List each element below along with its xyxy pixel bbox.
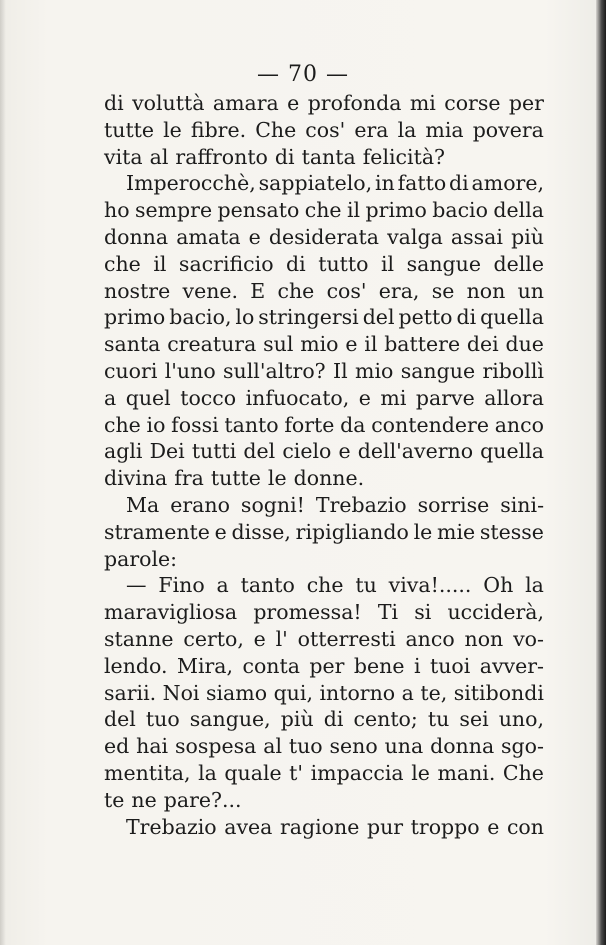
word: delle [493,251,544,276]
word: in [374,171,395,196]
word: promessa! [253,600,362,625]
word: e [253,626,266,651]
word: stesse [479,519,544,544]
text-line [104,385,544,412]
word: tanta [301,144,356,169]
text-line [104,412,544,439]
word: una [384,734,424,759]
word: le [411,760,430,785]
word: battere [384,332,461,357]
word: tuoi [429,653,471,678]
word: di [104,91,124,115]
word: e [248,224,261,249]
word: per [309,653,345,678]
word: sull'altro? [223,358,326,383]
word: bacio, [169,305,232,330]
word: parole: [104,546,178,571]
text-line [104,733,544,760]
word: il [380,251,395,276]
word: e [287,91,300,115]
word: più [511,224,544,249]
text-line [104,626,544,653]
word: mi [380,385,407,410]
word: al [149,144,169,169]
word: un [517,278,544,303]
word: mi [409,91,436,115]
word: certo, [183,626,244,651]
text-line [104,117,544,144]
word: assai [450,224,503,249]
word: cuori [104,358,158,383]
word: fossi [171,412,219,437]
text-line [104,599,544,626]
word: felicità? [362,144,446,169]
word: raffronto [175,144,268,169]
word: tuo [288,734,323,759]
word: di [456,305,477,330]
word: impaccia [310,760,404,785]
text-line [104,197,544,224]
word: primo [365,198,427,223]
page-binding-shadow [596,0,606,945]
word: uno, [498,707,544,732]
word: ne [131,787,157,812]
word: qui, [273,680,313,705]
word: contendere [371,412,489,437]
word: sei [459,707,489,732]
word: otterresti [297,626,396,651]
word: amara [212,91,279,115]
word: stringersi [258,305,359,330]
text-line [104,251,544,278]
word: lo [235,305,255,330]
word: profonda [307,91,402,115]
word: non [466,278,506,303]
word: voluttà [132,91,205,115]
word: Trebazio [126,814,217,839]
word: avver- [479,653,544,678]
word: le [267,466,287,491]
word: pare?... [163,787,242,812]
word: anco [405,626,455,651]
word: sorrise [417,492,490,517]
word: valga [387,224,443,249]
word: e [358,385,371,410]
word: sini- [500,492,544,517]
word: di [274,144,295,169]
word: il [153,251,167,276]
word: quale [224,760,282,785]
word: hai [136,734,169,759]
word: tanto [240,573,295,598]
word: viva!..... [388,573,472,598]
word: che [306,573,344,598]
word: santa [104,332,161,357]
word: vo- [513,626,544,651]
word: stramente [104,519,210,544]
word: donne. [293,466,365,491]
word: anco [494,412,544,437]
word: io [146,412,166,437]
word: tocco [180,385,237,410]
word: sarii. [104,680,157,705]
text-line [104,331,544,358]
word: ho [104,198,130,223]
word: era [354,117,389,142]
word: di [323,707,344,732]
text-line [104,546,544,573]
word: ed [104,734,130,759]
word: e [487,814,500,839]
word: vene. [182,278,239,303]
word: le [163,117,182,142]
word: non [464,626,504,651]
word: donna [430,734,495,759]
word: agli [104,439,143,464]
word: bacio [432,198,488,223]
word: mia [425,117,464,142]
word: che [277,278,315,303]
word: E [250,278,266,303]
text-line [104,278,544,305]
word: troppo [410,814,480,839]
word: sgo- [501,734,544,759]
word: mie [437,519,476,544]
text-line [104,814,544,841]
word: a [401,680,414,705]
word: a [104,385,117,410]
word: tutte [104,117,155,142]
word: primo [104,305,166,330]
word: sospesa [174,734,257,759]
word: della [493,198,544,223]
word: la [397,117,417,142]
word: ripigliando [295,519,409,544]
word: Trebazio [315,492,407,517]
text-line [104,358,544,385]
word: dell'averno [357,439,474,464]
word: la [525,573,544,598]
word: tutti [191,439,237,464]
word: cos' [326,278,367,303]
word: te, [420,680,448,705]
word: infuocato, [245,385,350,410]
word: le [413,519,433,544]
word: tutte [210,466,261,491]
word: del [243,439,276,464]
word: Oh [483,573,514,598]
word: vita [104,144,143,169]
word: del [104,707,136,732]
word: del [362,305,395,330]
word: e [345,332,358,357]
word: povera [472,117,544,142]
word: l'uno [164,358,216,383]
word: amore, [471,171,544,196]
word: Che [255,117,297,142]
word: desiderata [268,224,379,249]
word: il [347,198,361,223]
text-line [104,224,544,251]
word: sangue [400,358,476,383]
word: il [364,332,378,357]
text-line [104,492,544,519]
page-number: — 70 — [257,62,349,87]
word: che [304,198,342,223]
word: Ma [126,492,160,517]
word: sappiatelo, [258,171,373,196]
text-line [104,438,544,465]
word: nostre [104,278,171,303]
text-line [104,465,544,492]
text-line [104,787,544,814]
word: che [104,412,141,437]
text-line [104,144,544,171]
word: dei [466,332,499,357]
word: allora [484,385,544,410]
word: da [340,412,366,437]
word: avea [224,814,273,839]
word: la [198,760,217,785]
body-text [104,90,544,840]
word: sul [263,332,294,357]
word: pensato [217,198,300,223]
word: divina [104,466,168,491]
word: creatura [167,332,257,357]
word: cento; [353,707,418,732]
text-line [104,680,544,707]
word: ragione [279,814,360,839]
word: pur [366,814,404,839]
word: Dei [149,439,185,464]
word: era, [378,278,420,303]
word: fatto [397,171,447,196]
text-line [104,90,544,117]
word: quel [125,385,171,410]
word: fibre. [190,117,247,142]
word: al [263,734,282,759]
word: — [126,573,147,598]
word: più [280,707,314,732]
word: ucciderà, [447,600,544,625]
word: sempre [134,198,213,223]
word: intorno [319,680,396,705]
word: Mira, [176,653,234,678]
word: te [104,787,125,812]
word: Il [333,358,348,383]
text-line [104,170,544,197]
word: sangue, [189,707,271,732]
word: lendo. [104,653,168,678]
word: bene [353,653,405,678]
word: i [413,653,421,678]
word: a [216,573,229,598]
word: Noi [162,680,200,705]
word: Fino [158,573,205,598]
word: l' [275,626,288,651]
word: tuo [145,707,180,732]
word: di [286,251,306,276]
word: tu [355,573,377,598]
word: disse, [231,519,291,544]
word: t' [289,760,304,785]
word: Ti [377,600,399,625]
word: fra [174,466,204,491]
word: e [338,439,351,464]
word: ribollì [482,358,544,383]
word: se [431,278,455,303]
word: forte [284,412,335,437]
page-left-edge [0,0,6,945]
word: sacrificio [178,251,274,276]
word: mani. [437,760,496,785]
word: e [214,519,227,544]
word: tutto [318,251,369,276]
word: tu [427,707,450,732]
word: quella [480,305,544,330]
word: mio [355,358,394,383]
text-line [104,653,544,680]
word: cielo [282,439,332,464]
word: sitibondi [453,680,544,705]
text-line [104,706,544,733]
word: mio [300,332,339,357]
word: Che [502,760,544,785]
word: siamo [205,680,268,705]
text-line [104,572,544,599]
word: di [449,171,469,196]
word: seno [329,734,378,759]
word: Imperocchè, [126,171,256,196]
word: cos' [305,117,346,142]
text-line [104,519,544,546]
word: per [508,91,544,115]
word: sogni! [240,492,305,517]
text-line [104,760,544,787]
word: si [414,600,432,625]
word: sangue [406,251,481,276]
word: donna [104,224,169,249]
word: petto [398,305,453,330]
text-line [104,304,544,331]
word: parve [415,385,475,410]
word: con [506,814,544,839]
word: corse [444,91,501,115]
word: che [104,251,141,276]
word: due [505,332,544,357]
word: tanto [224,412,279,437]
word: stanne [104,626,174,651]
word: conta [242,653,300,678]
word: maravigliosa [104,600,238,625]
word: amata [176,224,241,249]
word: erano [170,492,230,517]
word: mentita, [104,760,191,785]
word: quella [480,439,544,464]
